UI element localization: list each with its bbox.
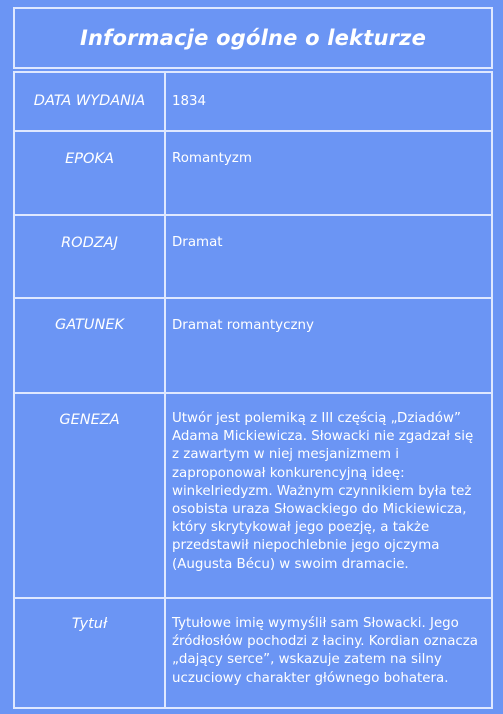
table-row-gatunek (14, 298, 492, 393)
row-value-cell (165, 598, 492, 708)
row-label-cell (14, 298, 165, 393)
title-bar (13, 7, 493, 69)
row-value: Utwór jest polemiką z III częścią „Dziadów” Adama Mickiewicza. Słowacki nie zgadzał się z zawartym w niej mesjanizmem i zaproponował konkurencyjną ideę: winkelriedyzm. Ważnym czynnikiem była też osobista uraza Słowackiego do Mickiewicza, który skrytykował jego poezję, a także przedstawił niepochlebnie jego ojczyma (Augusta Bécu) w swoim dramacie. (172, 411, 474, 572)
info-table (13, 71, 493, 709)
row-value: Tytułowe imię wymyślił sam Słowacki. Jego źródłosłów pochodzi z łaciny. Kordian oznacza „dający serce”, wskazuje zatem na silny uczuciowy charakter głównego bohatera. (172, 616, 479, 686)
row-label: GENEZA (59, 412, 120, 428)
row-label-cell (14, 598, 165, 708)
row-label-cell (14, 215, 165, 298)
table-row-rodzaj (14, 215, 492, 298)
table-row-data-wydania (14, 72, 492, 131)
row-value: 1834 (172, 94, 207, 109)
row-value-cell (165, 72, 492, 131)
row-label: Tytuł (71, 616, 108, 632)
page-title: Informacje ogólne o lekturze (79, 26, 427, 50)
row-label: DATA WYDANIA (33, 93, 146, 109)
row-value-cell (165, 131, 492, 215)
row-label: EPOKA (65, 151, 114, 167)
row-value: Dramat (172, 235, 223, 250)
table-row-geneza (14, 393, 492, 598)
row-label-cell (14, 131, 165, 215)
row-value-cell (165, 298, 492, 393)
row-value: Romantyzm (172, 151, 252, 166)
row-label: GATUNEK (54, 317, 125, 333)
row-value-cell (165, 393, 492, 598)
row-label: RODZAJ (61, 235, 118, 251)
row-value: Dramat romantyczny (172, 318, 314, 333)
row-value-cell (165, 215, 492, 298)
row-label-cell (14, 72, 165, 131)
table-row-epoka (14, 131, 492, 215)
row-label-cell (14, 393, 165, 598)
table-row-tytul (14, 598, 492, 708)
